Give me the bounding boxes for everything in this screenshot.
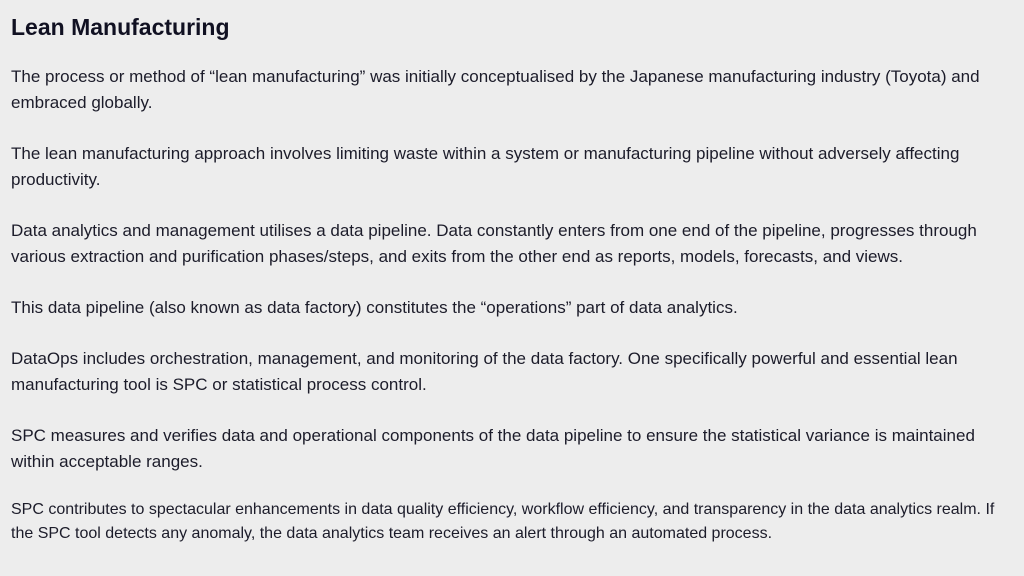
slide-title: Lean Manufacturing xyxy=(11,14,230,40)
paragraph-data-factory: This data pipeline (also known as data factory) constitutes the “operations” part of data analytics. xyxy=(11,298,738,317)
paragraph-data-pipeline: Data analytics and management utilises a data pipeline. Data constantly enters from one end of the pipeline, progresses through various extraction and purification phases/steps, and exits from the other end as reports, models, forecasts, and views. xyxy=(11,221,977,266)
slide-body xyxy=(11,64,1004,546)
paragraph-dataops: DataOps includes orchestration, management, and monitoring of the data factory. One specifically powerful and essential lean manufacturing tool is SPC or statistical process control. xyxy=(11,349,958,394)
paragraph-spc-measures: SPC measures and verifies data and operational components of the data pipeline to ensure the statistical variance is maintained within acceptable ranges. xyxy=(11,426,975,471)
paragraph-lean-approach: The lean manufacturing approach involves limiting waste within a system or manufacturing pipeline without adversely affecting productivity. xyxy=(11,144,960,189)
paragraph-spc-contributions: SPC contributes to spectacular enhancements in data quality efficiency, workflow efficiency, and transparency in the data analytics realm. If the SPC tool detects any anomaly, the data analytics team receives an alert through an automated process. xyxy=(11,501,995,542)
paragraph-lean-origin: The process or method of “lean manufacturing” was initially conceptualised by the Japanese manufacturing industry (Toyota) and embraced globally. xyxy=(11,67,980,112)
